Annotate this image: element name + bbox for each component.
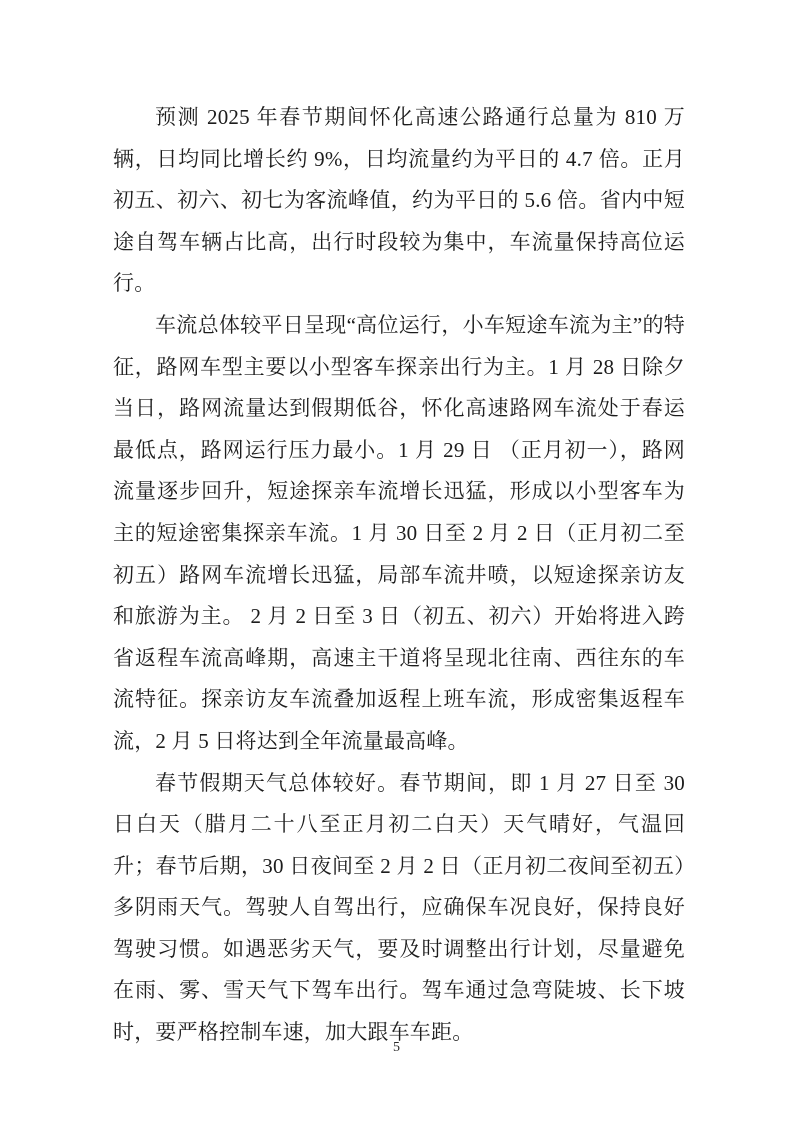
body-paragraph-flow-characteristics: 车流总体较平日呈现“高位运行，小车短途车流为主”的特征，路网车型主要以小型客车探亲出行为主。1 月 28 日除夕当日，路网流量达到假期低谷，怀化高速路网车流处于春运最低点，路网运行压力最小。1 月 29 日 （正月初一），路网流量逐步回升，短途探亲车流增长迅猛，形成以小型客车为主的短途密集探亲车流。1 月 30 日至 2 月 2 日（正月初二至初五）路网车流增长迅猛，局部车流井喷，以短途探亲访友和旅游为主。 2 月 2 日至 3 日（初五、初六）开始将进入跨省返程车流高峰期，高速主干道将呈现北往南、西往东的车流特征。探亲访友车流叠加返程上班车流，形成密集返程车流，2 月 5 日将达到全年流量最高峰。 [113,312,685,753]
body-paragraph-traffic-forecast: 预测 2025 年春节期间怀化高速公路通行总量为 810 万辆，日均同比增长约 9%，日均流量约为平日的 4.7 倍。正月初五、初六、初七为客流峰值，约为平日的 5.6 倍。省内中短途自驾车辆占比高，出行时段较为集中，车流量保持高位运行。 [113,105,685,296]
document-body [113,97,685,1054]
body-paragraph-weather-advice: 春节假期天气总体较好。春节期间，即 1 月 27 日至 30 日白天（腊月二十八至正月初二白天）天气晴好，气温回升；春节后期，30 日夜间至 2 月 2 日（正月初二夜间至初五）多阴雨天气。驾驶人自驾出行，应确保车况良好，保持良好驾驶习惯。如遇恶劣天气，要及时调整出行计划，尽量避免在雨、雾、雪天气下驾车出行。驾车通过急弯陡坡、长下坡时，要严格控制车速，加大跟车车距。 [113,770,685,1045]
page-number: 5 [393,1040,400,1055]
